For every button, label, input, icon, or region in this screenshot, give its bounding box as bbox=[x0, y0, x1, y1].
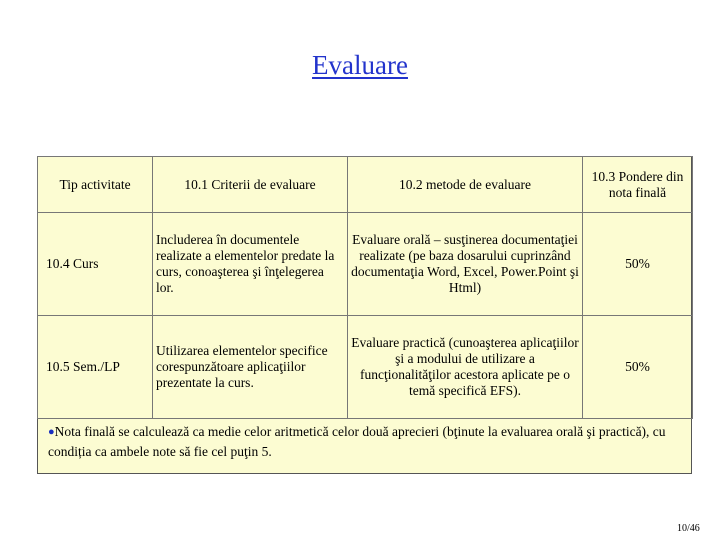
methods-cell: Evaluare orală – susţinerea documentaţiei realizate (pe baza dosarului cuprinzând documentaţia Word, Excel, Power.Point şi Html) bbox=[348, 213, 583, 316]
table-header-row bbox=[38, 157, 693, 213]
final-grade-note bbox=[48, 422, 688, 461]
header-methods: 10.2 metode de evaluare bbox=[348, 157, 583, 213]
table-row bbox=[38, 316, 693, 419]
weight-cell: 50% bbox=[583, 213, 693, 316]
header-activity-type: Tip activitate bbox=[38, 157, 153, 213]
criteria-cell: Utilizarea elementelor specifice corespunzătoare aplicaţiilor prezentate la curs. bbox=[153, 316, 348, 419]
bullet-icon: ● bbox=[48, 426, 55, 438]
header-weight: 10.3 Pondere din nota finală bbox=[583, 157, 693, 213]
note-text: Nota finală se calculează ca medie celor aritmetică celor două aprecieri (bţinute la evaluarea orală şi practică), cu condiția ca ambele note să fie cel puţin 5. bbox=[48, 424, 666, 459]
evaluation-table bbox=[37, 156, 693, 419]
header-criteria: 10.1 Criterii de evaluare bbox=[153, 157, 348, 213]
criteria-cell: Includerea în documentele realizate a elementelor predate la curs, conoaşterea şi înţelegerea lor. bbox=[153, 213, 348, 316]
table-row bbox=[38, 213, 693, 316]
activity-type-cell: 10.4 Curs bbox=[38, 213, 153, 316]
weight-cell: 50% bbox=[583, 316, 693, 419]
methods-cell: Evaluare practică (cunoaşterea aplicaţiilor şi a modului de utilizare a funcţionalităţilor acestora aplicate pe o temă specifică EFS). bbox=[348, 316, 583, 419]
activity-type-cell: 10.5 Sem./LP bbox=[38, 316, 153, 419]
page-number: 10/46 bbox=[677, 523, 700, 534]
page-title: Evaluare bbox=[312, 50, 408, 80]
